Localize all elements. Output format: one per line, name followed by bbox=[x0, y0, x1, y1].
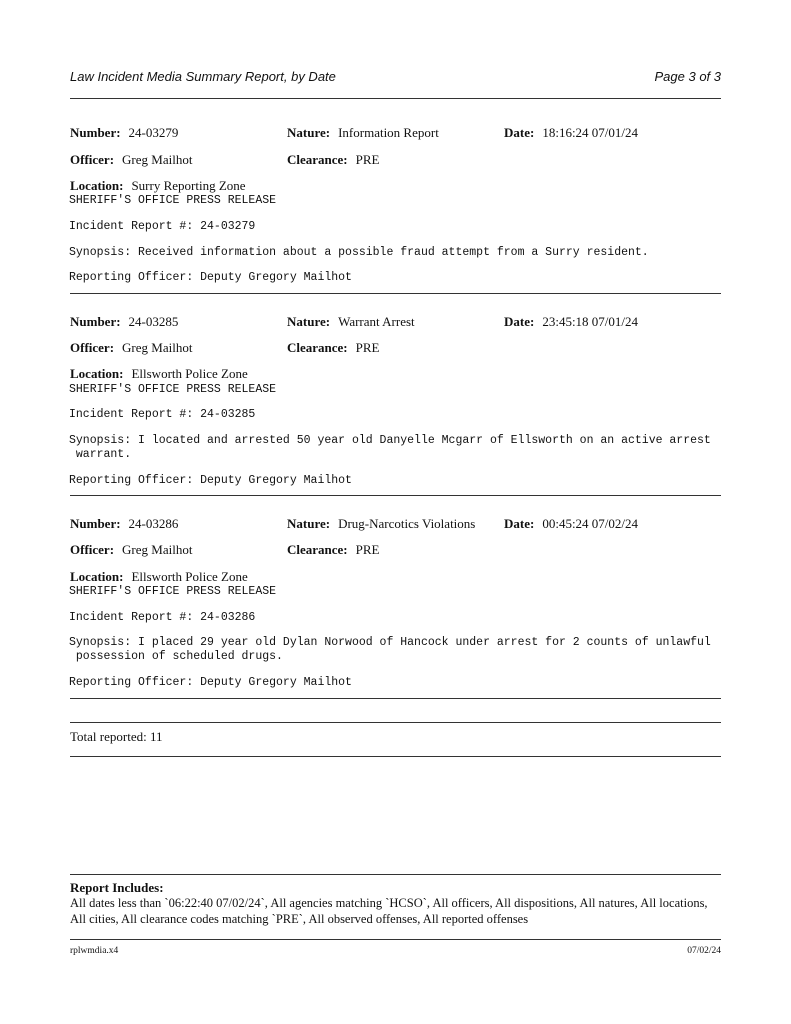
incident-location: Location: Ellsworth Police Zone bbox=[70, 569, 248, 584]
incident-officer: Officer: Greg Mailhot bbox=[70, 340, 193, 355]
reporting-officer: Reporting Officer: Deputy Gregory Mailhot bbox=[69, 271, 352, 284]
incident-date: Date: 23:45:18 07/01/24 bbox=[504, 314, 639, 329]
incident-officer: Officer: Greg Mailhot bbox=[70, 542, 193, 557]
report-includes-criteria: All dates less than `06:22:40 07/02/24`, All agencies matching `HCSO`, All officers, All dispositions, All natures, All locations, All cities, All clearance codes matching `PRE`, All observed offenses, All reported offenses bbox=[70, 896, 708, 926]
incident-divider bbox=[70, 698, 721, 699]
incident-nature: Nature: Information Report bbox=[287, 125, 439, 140]
print-date: 07/02/24 bbox=[687, 946, 721, 956]
incident-clearance: Clearance: PRE bbox=[287, 542, 380, 557]
total-bottom-divider bbox=[70, 756, 721, 757]
press-release-heading: SHERIFF'S OFFICE PRESS RELEASE bbox=[69, 585, 277, 598]
incident-report-number: Incident Report #: 24-03279 bbox=[69, 220, 256, 233]
incident-location: Location: Ellsworth Police Zone bbox=[70, 366, 248, 381]
incident-date: Date: 00:45:24 07/02/24 bbox=[504, 516, 639, 531]
reporting-officer: Reporting Officer: Deputy Gregory Mailhot bbox=[69, 474, 352, 487]
report-title: Law Incident Media Summary Report, by Date bbox=[70, 69, 336, 84]
incident-number: Number: 24-03285 bbox=[70, 314, 179, 329]
incident-location: Location: Surry Reporting Zone bbox=[70, 178, 246, 193]
incident-clearance: Clearance: PRE bbox=[287, 340, 380, 355]
total-reported: Total reported: 11 bbox=[70, 729, 163, 744]
incident-divider bbox=[70, 495, 721, 496]
includes-divider bbox=[70, 874, 721, 875]
program-name: rplwmdia.x4 bbox=[70, 946, 119, 956]
footer-divider bbox=[70, 939, 721, 940]
incident-divider bbox=[70, 293, 721, 294]
total-top-divider bbox=[70, 722, 721, 723]
incident-number: Number: 24-03286 bbox=[70, 516, 179, 531]
incident-report-number: Incident Report #: 24-03286 bbox=[69, 611, 256, 624]
incident-clearance: Clearance: PRE bbox=[287, 152, 380, 167]
report-includes-heading: Report Includes: bbox=[70, 880, 164, 895]
incident-number: Number: 24-03279 bbox=[70, 125, 179, 140]
press-release-heading: SHERIFF'S OFFICE PRESS RELEASE bbox=[69, 194, 277, 207]
reporting-officer: Reporting Officer: Deputy Gregory Mailhot bbox=[69, 676, 352, 689]
page-number: Page 3 of 3 bbox=[654, 69, 721, 84]
incident-officer: Officer: Greg Mailhot bbox=[70, 152, 193, 167]
header-divider bbox=[70, 98, 721, 99]
incident-report-number: Incident Report #: 24-03285 bbox=[69, 408, 256, 421]
incident-nature: Nature: Warrant Arrest bbox=[287, 314, 415, 329]
incident-synopsis: Synopsis: I located and arrested 50 year old Danyelle Mcgarr of Ellsworth on an active arrest warrant. bbox=[69, 434, 711, 461]
incident-synopsis: Synopsis: Received information about a possible fraud attempt from a Surry resident. bbox=[69, 246, 649, 259]
incident-date: Date: 18:16:24 07/01/24 bbox=[504, 125, 639, 140]
incident-nature: Nature: Drug-Narcotics Violations bbox=[287, 516, 476, 531]
press-release-heading: SHERIFF'S OFFICE PRESS RELEASE bbox=[69, 383, 277, 396]
incident-synopsis: Synopsis: I placed 29 year old Dylan Norwood of Hancock under arrest for 2 counts of unlawful possession of scheduled drugs. bbox=[69, 636, 711, 663]
